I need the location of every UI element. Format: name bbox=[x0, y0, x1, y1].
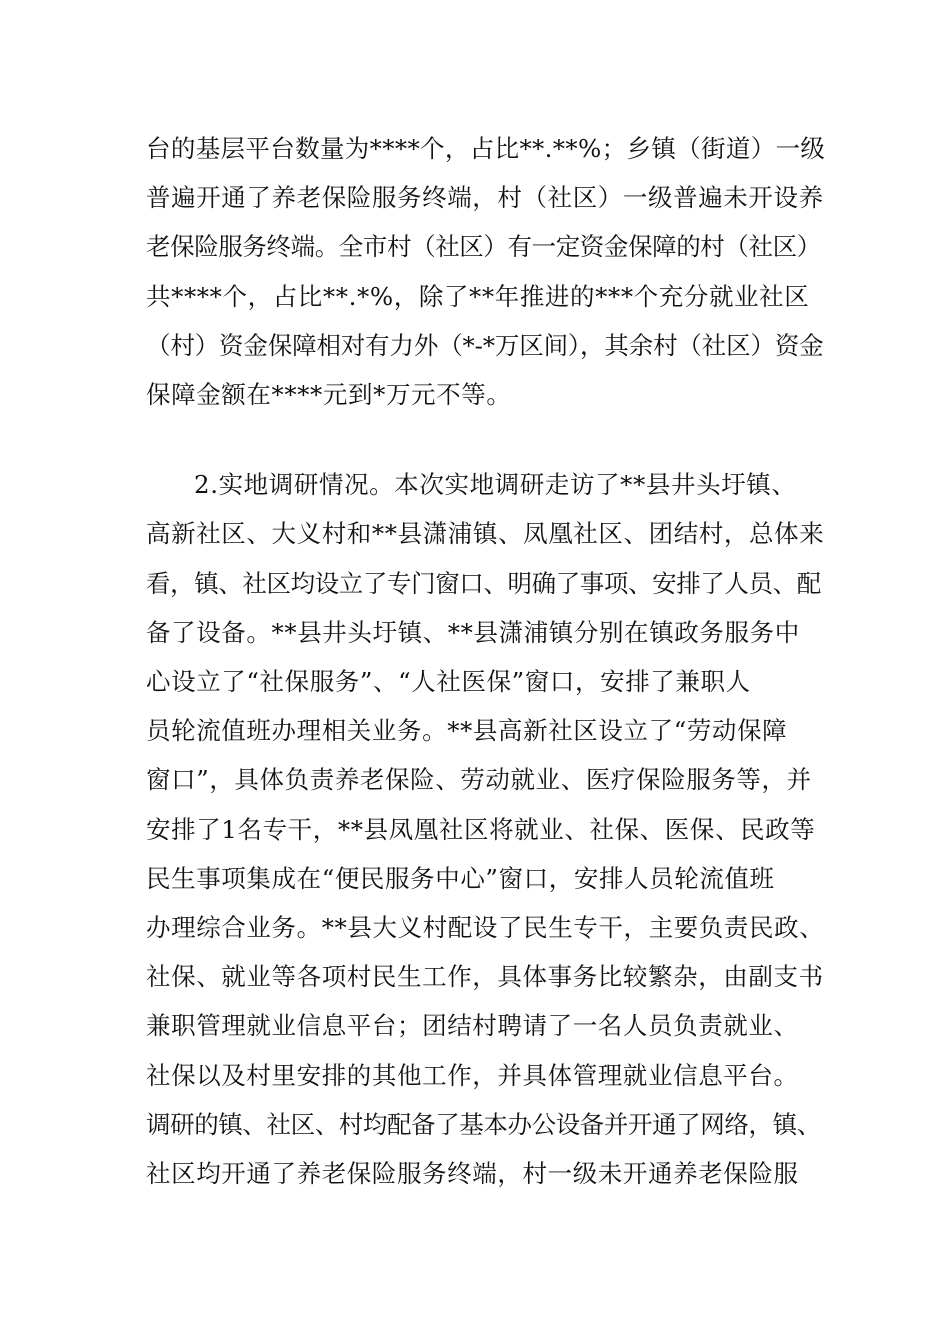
paragraph-2-line-3: 看，镇、社区均设立了专门窗口、明确了事项、安排了人员、配 bbox=[146, 569, 821, 598]
paragraph-2-line-4: 备了设备。**县井头圩镇、**县潇浦镇分别在镇政务服务中 bbox=[146, 618, 800, 647]
paragraph-2-line-8: 安排了1名专干，**县凤凰社区将就业、社保、医保、民政等 bbox=[146, 815, 816, 844]
paragraph-1-line-3: 老保险服务终端。全市村（社区）有一定资金保障的村（社区） bbox=[146, 232, 821, 261]
paragraph-1-line-1: 台的基层平台数量为****个，占比**.**%；乡镇（街道）一级 bbox=[146, 134, 826, 163]
paragraph-2-line-6: 员轮流值班办理相关业务。**县高新社区设立了“劳动保障 bbox=[146, 716, 788, 745]
paragraph-1-line-4: 共****个，占比**.*%，除了**年推进的***个充分就业社区 bbox=[146, 282, 810, 311]
paragraph-2-line-9: 民生事项集成在“便民服务中心”窗口，安排人员轮流值班 bbox=[146, 864, 775, 893]
paragraph-2-line-5: 心设立了“社保服务”、“人社医保”窗口，安排了兼职人 bbox=[146, 667, 751, 696]
paragraph-2-line-2: 高新社区、大义村和**县潇浦镇、凤凰社区、团结村，总体来 bbox=[146, 519, 825, 548]
paragraph-1-line-2: 普遍开通了养老保险服务终端，村（社区）一级普遍未开设养 bbox=[146, 183, 824, 212]
paragraph-1-line-5: （村）资金保障相对有力外（*-*万区间），其余村（社区）资金 bbox=[146, 331, 824, 360]
paragraph-1-line-6: 保障金额在****元到*万元不等。 bbox=[146, 380, 512, 409]
paragraph-2-line-13: 社保以及村里安排的其他工作，并具体管理就业信息平台。 bbox=[146, 1061, 799, 1090]
paragraph-2-line-14: 调研的镇、社区、村均配备了基本办公设备并开通了网络，镇、 bbox=[146, 1110, 821, 1139]
paragraph-2-line-11: 社保、就业等各项村民生工作，具体事务比较繁杂，由副支书 bbox=[146, 962, 824, 991]
paragraph-2-line-12: 兼职管理就业信息平台；团结村聘请了一名人员负责就业、 bbox=[146, 1011, 799, 1040]
paragraph-2-line-1: 2.实地调研情况。本次实地调研走访了**县井头圩镇、 bbox=[194, 470, 797, 499]
paragraph-2-line-7: 窗口”，具体负责养老保险、劳动就业、医疗保险服务等，并 bbox=[146, 765, 812, 794]
paragraph-2-line-15: 社区均开通了养老保险服务终端，村一级未开通养老保险服 bbox=[146, 1159, 799, 1188]
paragraph-2-line-10: 办理综合业务。**县大义村配设了民生专干，主要负责民政、 bbox=[146, 913, 825, 942]
